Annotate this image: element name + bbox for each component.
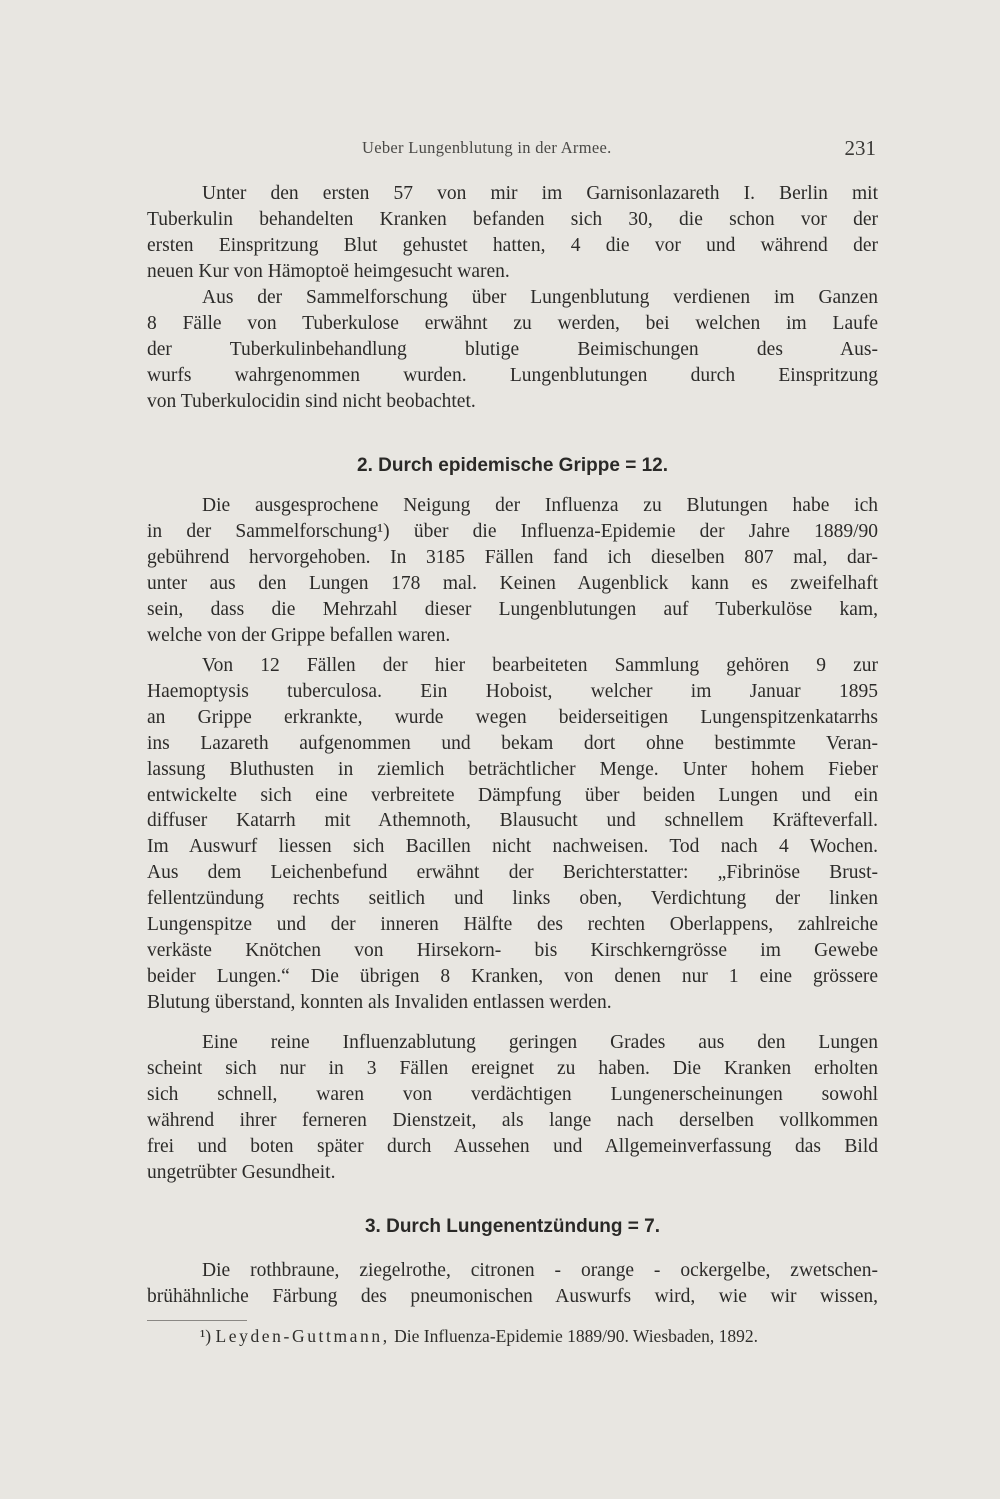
text-line: Lungenspitze und der inneren Hälfte des rechten Oberlappens, zahlreiche xyxy=(147,914,878,936)
footnote-author: Leyden-Guttmann, xyxy=(215,1326,390,1346)
text-line: Die rothbraune, ziegelrothe, citronen - orange - ockergelbe, zwetschen- xyxy=(202,1260,878,1281)
text-line: ungetrübter Gesundheit. xyxy=(147,1161,336,1183)
text-line: lassung Bluthusten in ziemlich beträchtlicher Menge. Unter hohem Fieber xyxy=(147,758,878,780)
paragraph-4 xyxy=(147,653,878,1016)
text-line: Aus der Sammelforschung über Lungenblutung verdienen im Ganzen xyxy=(202,287,878,308)
text-line: von Tuberkulocidin sind nicht beobachtet. xyxy=(147,390,476,412)
text-line: Eine reine Influenzablutung geringen Grades aus den Lungen xyxy=(202,1032,878,1053)
text-line: neuen Kur von Hämoptoë heimgesucht waren. xyxy=(147,260,510,282)
text-line: Die ausgesprochene Neigung der Influenza zu Blutungen habe ich xyxy=(202,495,878,516)
paragraph-1 xyxy=(147,181,878,285)
text-line: der Tuberkulinbehandlung blutige Beimischungen des Aus- xyxy=(147,338,878,360)
text-line: Blutung überstand, konnten als Invaliden entlassen werden. xyxy=(147,991,612,1013)
text-line: während ihrer ferneren Dienstzeit, als lange nach derselben vollkommen xyxy=(147,1109,878,1131)
text-line: verkäste Knötchen von Hirsekorn- bis Kirschkerngrösse im Gewebe xyxy=(147,939,878,961)
footnote-text: Die Influenza-Epidemie 1889/90. Wiesbaden, 1892. xyxy=(394,1326,759,1346)
text-line: frei und boten später durch Aussehen und Allgemeinverfassung das Bild xyxy=(147,1135,878,1157)
text-line: gebührend hervorgehoben. In 3185 Fällen fand ich dieselben 807 mal, dar- xyxy=(147,546,878,568)
text-line: entwickelte sich eine verbreitete Dämpfung über beiden Lungen und ein xyxy=(147,784,878,806)
text-line: Tuberkulin behandelten Kranken befanden sich 30, die schon vor der xyxy=(147,208,878,230)
paragraph-3 xyxy=(147,493,878,648)
footnote-marker: ¹) xyxy=(200,1326,212,1346)
text-line: Im Auswurf liessen sich Bacillen nicht nachweisen. Tod nach 4 Wochen. xyxy=(147,836,878,858)
text-line: fellentzündung rechts seitlich und links oben, Verdichtung der linken xyxy=(147,888,878,910)
text-line: in der Sammelforschung¹) über die Influenza-Epidemie der Jahre 1889/90 xyxy=(147,520,878,542)
text-line: Unter den ersten 57 von mir im Garnisonlazareth I. Berlin mit xyxy=(202,183,878,204)
text-line: Haemoptysis tuberculosa. Ein Hoboist, welcher im Januar 1895 xyxy=(147,680,878,702)
text-line: ersten Einspritzung Blut gehustet hatten, 4 die vor und während der xyxy=(147,234,878,256)
running-head xyxy=(147,138,878,168)
text-line: an Grippe erkrankte, wurde wegen beiderseitigen Lungenspitzenkatarrhs xyxy=(147,706,878,728)
text-line: Von 12 Fällen der hier bearbeiteten Sammlung gehören 9 zur xyxy=(202,655,878,676)
footnote-rule xyxy=(147,1320,247,1321)
text-line: ins Lazareth aufgenommen und bekam dort ohne bestimmte Veran- xyxy=(147,732,878,754)
text-line: brühähnliche Färbung des pneumonischen Auswurfs wird, wie wir wissen, xyxy=(147,1285,878,1307)
text-line: wurfs wahrgenommen wurden. Lungenblutungen durch Einspritzung xyxy=(147,364,878,386)
paragraph-6 xyxy=(147,1258,878,1310)
section-heading-3: 3. Durch Lungenentzündung = 7. xyxy=(364,1216,661,1237)
text-line: sich schnell, waren von verdächtigen Lungenerscheinungen sowohl xyxy=(147,1083,878,1105)
text-line: Aus dem Leichenbefund erwähnt der Berichterstatter: „Fibrinöse Brust- xyxy=(147,862,878,884)
text-line: 8 Fälle von Tuberkulose erwähnt zu werden, bei welchen im Laufe xyxy=(147,312,878,334)
text-line: diffuser Katarrh mit Athemnoth, Blausucht und schnellem Kräfteverfall. xyxy=(147,810,878,832)
paragraph-5 xyxy=(147,1030,878,1185)
running-title: Ueber Lungenblutung in der Armee. xyxy=(362,138,612,157)
text-line: beider Lungen.“ Die übrigen 8 Kranken, von denen nur 1 eine grössere xyxy=(147,965,878,987)
page-number: 231 xyxy=(844,136,876,160)
section-heading-2: 2. Durch epidemische Grippe = 12. xyxy=(357,455,668,476)
text-line: scheint sich nur in 3 Fällen ereignet zu haben. Die Kranken erholten xyxy=(147,1057,878,1079)
footnote xyxy=(200,1326,880,1347)
text-line: unter aus den Lungen 178 mal. Keinen Augenblick kann es zweifelhaft xyxy=(147,572,878,594)
text-line: sein, dass die Mehrzahl dieser Lungenblutungen auf Tuberkulöse kam, xyxy=(147,598,878,620)
paragraph-2 xyxy=(147,285,878,415)
text-line: welche von der Grippe befallen waren. xyxy=(147,624,451,646)
